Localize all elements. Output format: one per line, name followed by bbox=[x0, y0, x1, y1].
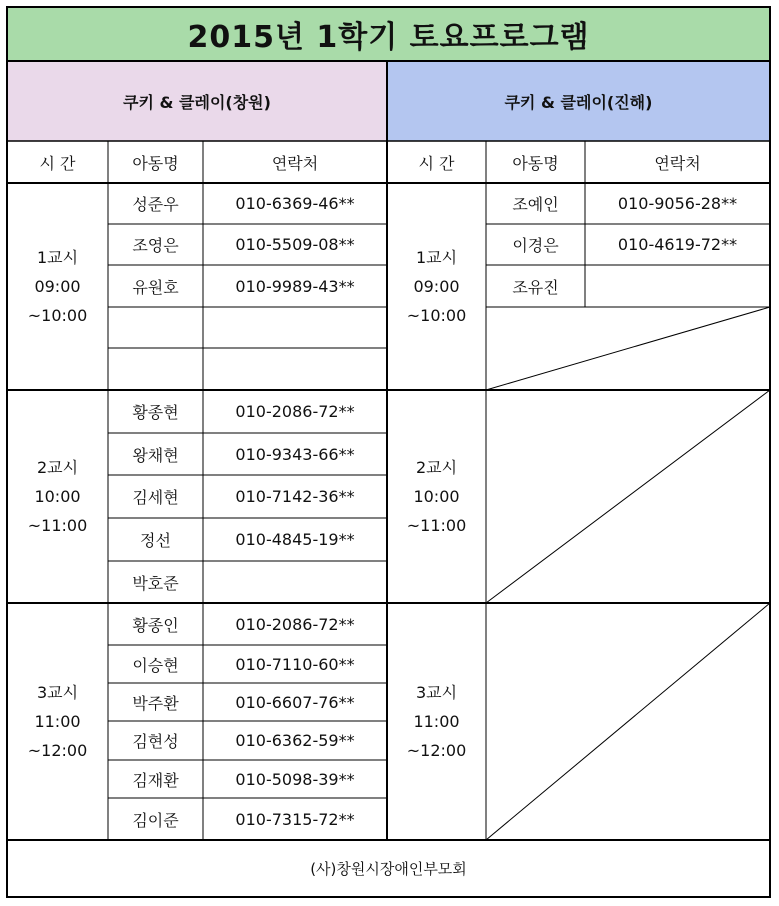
period-label: 3교시 bbox=[415, 683, 458, 702]
column-header-contact: 연락처 bbox=[271, 153, 319, 173]
period-end: ~11:00 bbox=[27, 516, 88, 535]
child-name: 조유진 bbox=[512, 277, 559, 297]
child-phone: 010-6607-76** bbox=[235, 692, 355, 712]
child-phone: 010-2086-72** bbox=[235, 614, 355, 634]
child-phone: 010-7142-36** bbox=[235, 487, 355, 506]
period-start: 10:00 bbox=[413, 487, 460, 506]
column-header-time: 시 간 bbox=[418, 153, 455, 173]
child-name: 성준우 bbox=[132, 195, 179, 214]
child-phone: 010-6369-46** bbox=[235, 194, 355, 213]
period-start: 11:00 bbox=[34, 712, 81, 731]
child-name: 조영은 bbox=[132, 236, 179, 255]
child-phone: 010-4619-72** bbox=[617, 235, 738, 254]
child-name: 김재환 bbox=[132, 770, 179, 790]
child-name: 정선 bbox=[140, 531, 171, 550]
child-name: 황종인 bbox=[132, 615, 179, 635]
child-phone: 010-7315-72** bbox=[235, 809, 355, 829]
period-label: 1교시 bbox=[415, 248, 458, 267]
child-name: 왕채현 bbox=[132, 445, 179, 465]
child-phone: 010-5098-39** bbox=[235, 769, 355, 789]
period-start: 09:00 bbox=[413, 277, 460, 296]
period-start: 10:00 bbox=[34, 487, 81, 506]
child-phone: 010-2086-72** bbox=[235, 402, 355, 421]
child-phone: 010-7110-60** bbox=[235, 654, 355, 674]
period-end: ~10:00 bbox=[27, 306, 88, 325]
child-phone: 010-6362-59** bbox=[235, 731, 355, 750]
period-label: 2교시 bbox=[415, 458, 458, 477]
child-name: 박주환 bbox=[132, 693, 179, 713]
child-name: 김세현 bbox=[132, 488, 179, 507]
group-header-jinhae: 쿠키 & 클레이(진해) bbox=[387, 61, 770, 141]
period-label: 1교시 bbox=[36, 248, 79, 267]
footer-organization: (사)창원시장애인부모회 bbox=[310, 860, 467, 878]
period-end: ~10:00 bbox=[406, 306, 467, 325]
period-start: 11:00 bbox=[413, 712, 460, 731]
column-header-time: 시 간 bbox=[39, 153, 76, 173]
period-start: 09:00 bbox=[34, 277, 81, 296]
period-end: ~11:00 bbox=[406, 516, 467, 535]
page-title: 2015년 1학기 토요프로그램 bbox=[7, 7, 770, 61]
period-label: 2교시 bbox=[36, 458, 79, 477]
child-phone: 010-9343-66** bbox=[235, 444, 355, 464]
child-phone: 010-4845-19** bbox=[235, 530, 355, 549]
period-end: ~12:00 bbox=[27, 741, 88, 760]
child-name: 유원호 bbox=[132, 277, 179, 297]
child-name: 김현성 bbox=[132, 732, 179, 751]
column-header-child: 아동명 bbox=[132, 153, 179, 173]
child-phone: 010-9056-28** bbox=[617, 194, 738, 213]
child-name: 이승현 bbox=[132, 655, 179, 675]
period-label: 3교시 bbox=[36, 683, 79, 702]
child-name: 김이준 bbox=[132, 810, 179, 830]
group-header-changwon: 쿠키 & 클레이(창원) bbox=[7, 61, 387, 141]
period-end: ~12:00 bbox=[406, 741, 467, 760]
column-header-child: 아동명 bbox=[512, 153, 559, 173]
child-name: 이경은 bbox=[512, 236, 559, 255]
child-phone: 010-9989-43** bbox=[235, 276, 355, 296]
column-header-contact: 연락처 bbox=[654, 153, 701, 173]
child-name: 황종현 bbox=[132, 403, 179, 422]
child-name: 박호준 bbox=[132, 573, 179, 593]
child-name: 조예인 bbox=[512, 195, 559, 214]
child-phone: 010-5509-08** bbox=[235, 235, 355, 254]
